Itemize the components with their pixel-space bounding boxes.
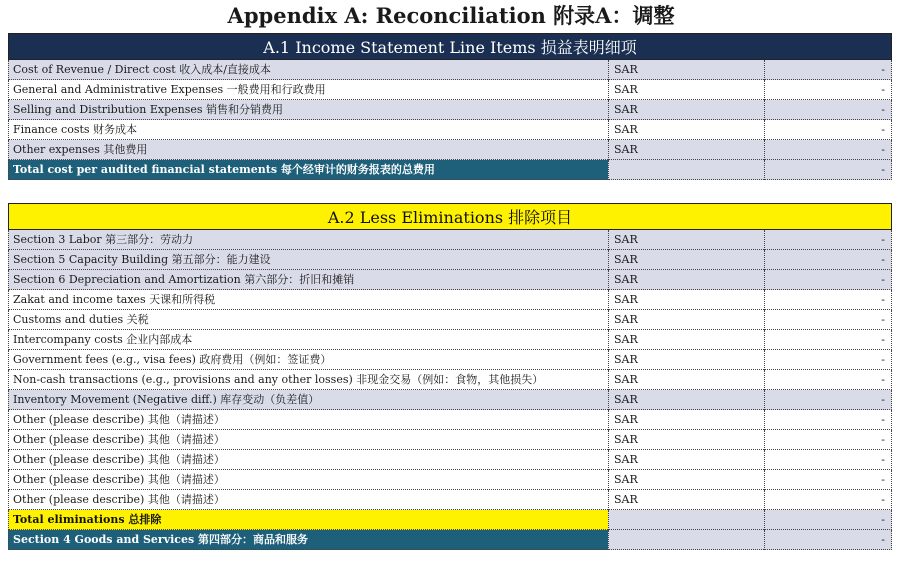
section4-currency [608, 530, 764, 550]
total-cost-label: Total cost per audited financial statements 每个经审计的财务报表的总费用 [8, 160, 608, 180]
row-currency: SAR [608, 450, 764, 470]
table-row [8, 310, 892, 330]
row-currency: SAR [608, 230, 764, 250]
table-row [8, 410, 892, 430]
eliminations-rows [8, 230, 892, 510]
row-currency: SAR [608, 120, 764, 140]
row-currency: SAR [608, 430, 764, 450]
row-currency: SAR [608, 290, 764, 310]
total-cost-value[interactable]: - [764, 160, 892, 180]
table-row [8, 490, 892, 510]
row-value-input[interactable]: - [764, 470, 892, 490]
row-currency: SAR [608, 270, 764, 290]
row-label: Section 3 Labor 第三部分：劳动力 [8, 230, 608, 250]
row-currency: SAR [608, 410, 764, 430]
table-row [8, 230, 892, 250]
row-label: Inventory Movement (Negative diff.) 库存变动（负差值） [8, 390, 608, 410]
table-row [8, 80, 892, 100]
table-row [8, 370, 892, 390]
total-eliminations-row [8, 510, 892, 530]
row-label: Non-cash transactions (e.g., provisions and any other losses) 非现金交易（例如：食物，其他损失） [8, 370, 608, 390]
table-row [8, 120, 892, 140]
table-row [8, 290, 892, 310]
row-currency: SAR [608, 250, 764, 270]
total-eliminations-label: Total eliminations 总排除 [8, 510, 608, 530]
row-label: Government fees (e.g., visa fees) 政府费用（例如：签证费） [8, 350, 608, 370]
row-label: Other (please describe) 其他（请描述） [8, 450, 608, 470]
table-row [8, 270, 892, 290]
eliminations-table [8, 203, 892, 550]
row-currency: SAR [608, 60, 764, 80]
table-row [8, 60, 892, 80]
row-currency: SAR [608, 370, 764, 390]
row-label: Other (please describe) 其他（请描述） [8, 430, 608, 450]
table-row [8, 350, 892, 370]
row-value-input[interactable]: - [764, 370, 892, 390]
row-label: Other expenses 其他费用 [8, 140, 608, 160]
row-label: Zakat and income taxes 天课和所得税 [8, 290, 608, 310]
row-label: Other (please describe) 其他（请描述） [8, 410, 608, 430]
row-currency: SAR [608, 490, 764, 510]
table-row [8, 330, 892, 350]
row-currency: SAR [608, 470, 764, 490]
row-value-input[interactable]: - [764, 450, 892, 470]
income-statement-rows [8, 60, 892, 160]
row-value-input[interactable]: - [764, 230, 892, 250]
row-value-input[interactable]: - [764, 390, 892, 410]
table-row [8, 140, 892, 160]
row-currency: SAR [608, 330, 764, 350]
row-value-input[interactable]: - [764, 140, 892, 160]
row-label: Other (please describe) 其他（请描述） [8, 470, 608, 490]
row-value-input[interactable]: - [764, 310, 892, 330]
income-statement-table [8, 33, 892, 180]
section4-label: Section 4 Goods and Services 第四部分：商品和服务 [8, 530, 608, 550]
row-currency: SAR [608, 310, 764, 330]
row-currency: SAR [608, 80, 764, 100]
row-label: Finance costs 财务成本 [8, 120, 608, 140]
table-row [8, 430, 892, 450]
row-value-input[interactable]: - [764, 410, 892, 430]
row-currency: SAR [608, 350, 764, 370]
row-value-input[interactable]: - [764, 290, 892, 310]
table-row [8, 450, 892, 470]
row-currency: SAR [608, 100, 764, 120]
table-row [8, 470, 892, 490]
row-value-input[interactable]: - [764, 250, 892, 270]
row-label: Selling and Distribution Expenses 销售和分销费用 [8, 100, 608, 120]
total-cost-currency [608, 160, 764, 180]
row-value-input[interactable]: - [764, 330, 892, 350]
row-label: Other (please describe) 其他（请描述） [8, 490, 608, 510]
row-value-input[interactable]: - [764, 100, 892, 120]
row-label: Customs and duties 关税 [8, 310, 608, 330]
row-value-input[interactable]: - [764, 430, 892, 450]
row-currency: SAR [608, 140, 764, 160]
total-eliminations-value[interactable]: - [764, 510, 892, 530]
table-row [8, 390, 892, 410]
section4-value[interactable]: - [764, 530, 892, 550]
row-label: Intercompany costs 企业内部成本 [8, 330, 608, 350]
row-label: Section 6 Depreciation and Amortization 第六部分：折旧和摊销 [8, 270, 608, 290]
row-currency: SAR [608, 390, 764, 410]
income-statement-header: A.1 Income Statement Line Items 损益表明细项 [8, 33, 892, 60]
row-value-input[interactable]: - [764, 350, 892, 370]
row-value-input[interactable]: - [764, 490, 892, 510]
total-cost-row [8, 160, 892, 180]
row-label: Section 5 Capacity Building 第五部分：能力建设 [8, 250, 608, 270]
row-value-input[interactable]: - [764, 270, 892, 290]
table-row [8, 100, 892, 120]
row-value-input[interactable]: - [764, 60, 892, 80]
table-row [8, 250, 892, 270]
row-label: Cost of Revenue / Direct cost 收入成本/直接成本 [8, 60, 608, 80]
section4-row [8, 530, 892, 550]
page-title: Appendix A: Reconciliation 附录A：调整 [227, 3, 675, 28]
row-value-input[interactable]: - [764, 120, 892, 140]
row-label: General and Administrative Expenses 一般费用和行政费用 [8, 80, 608, 100]
row-value-input[interactable]: - [764, 80, 892, 100]
eliminations-header: A.2 Less Eliminations 排除项目 [8, 203, 892, 230]
total-eliminations-currency [608, 510, 764, 530]
